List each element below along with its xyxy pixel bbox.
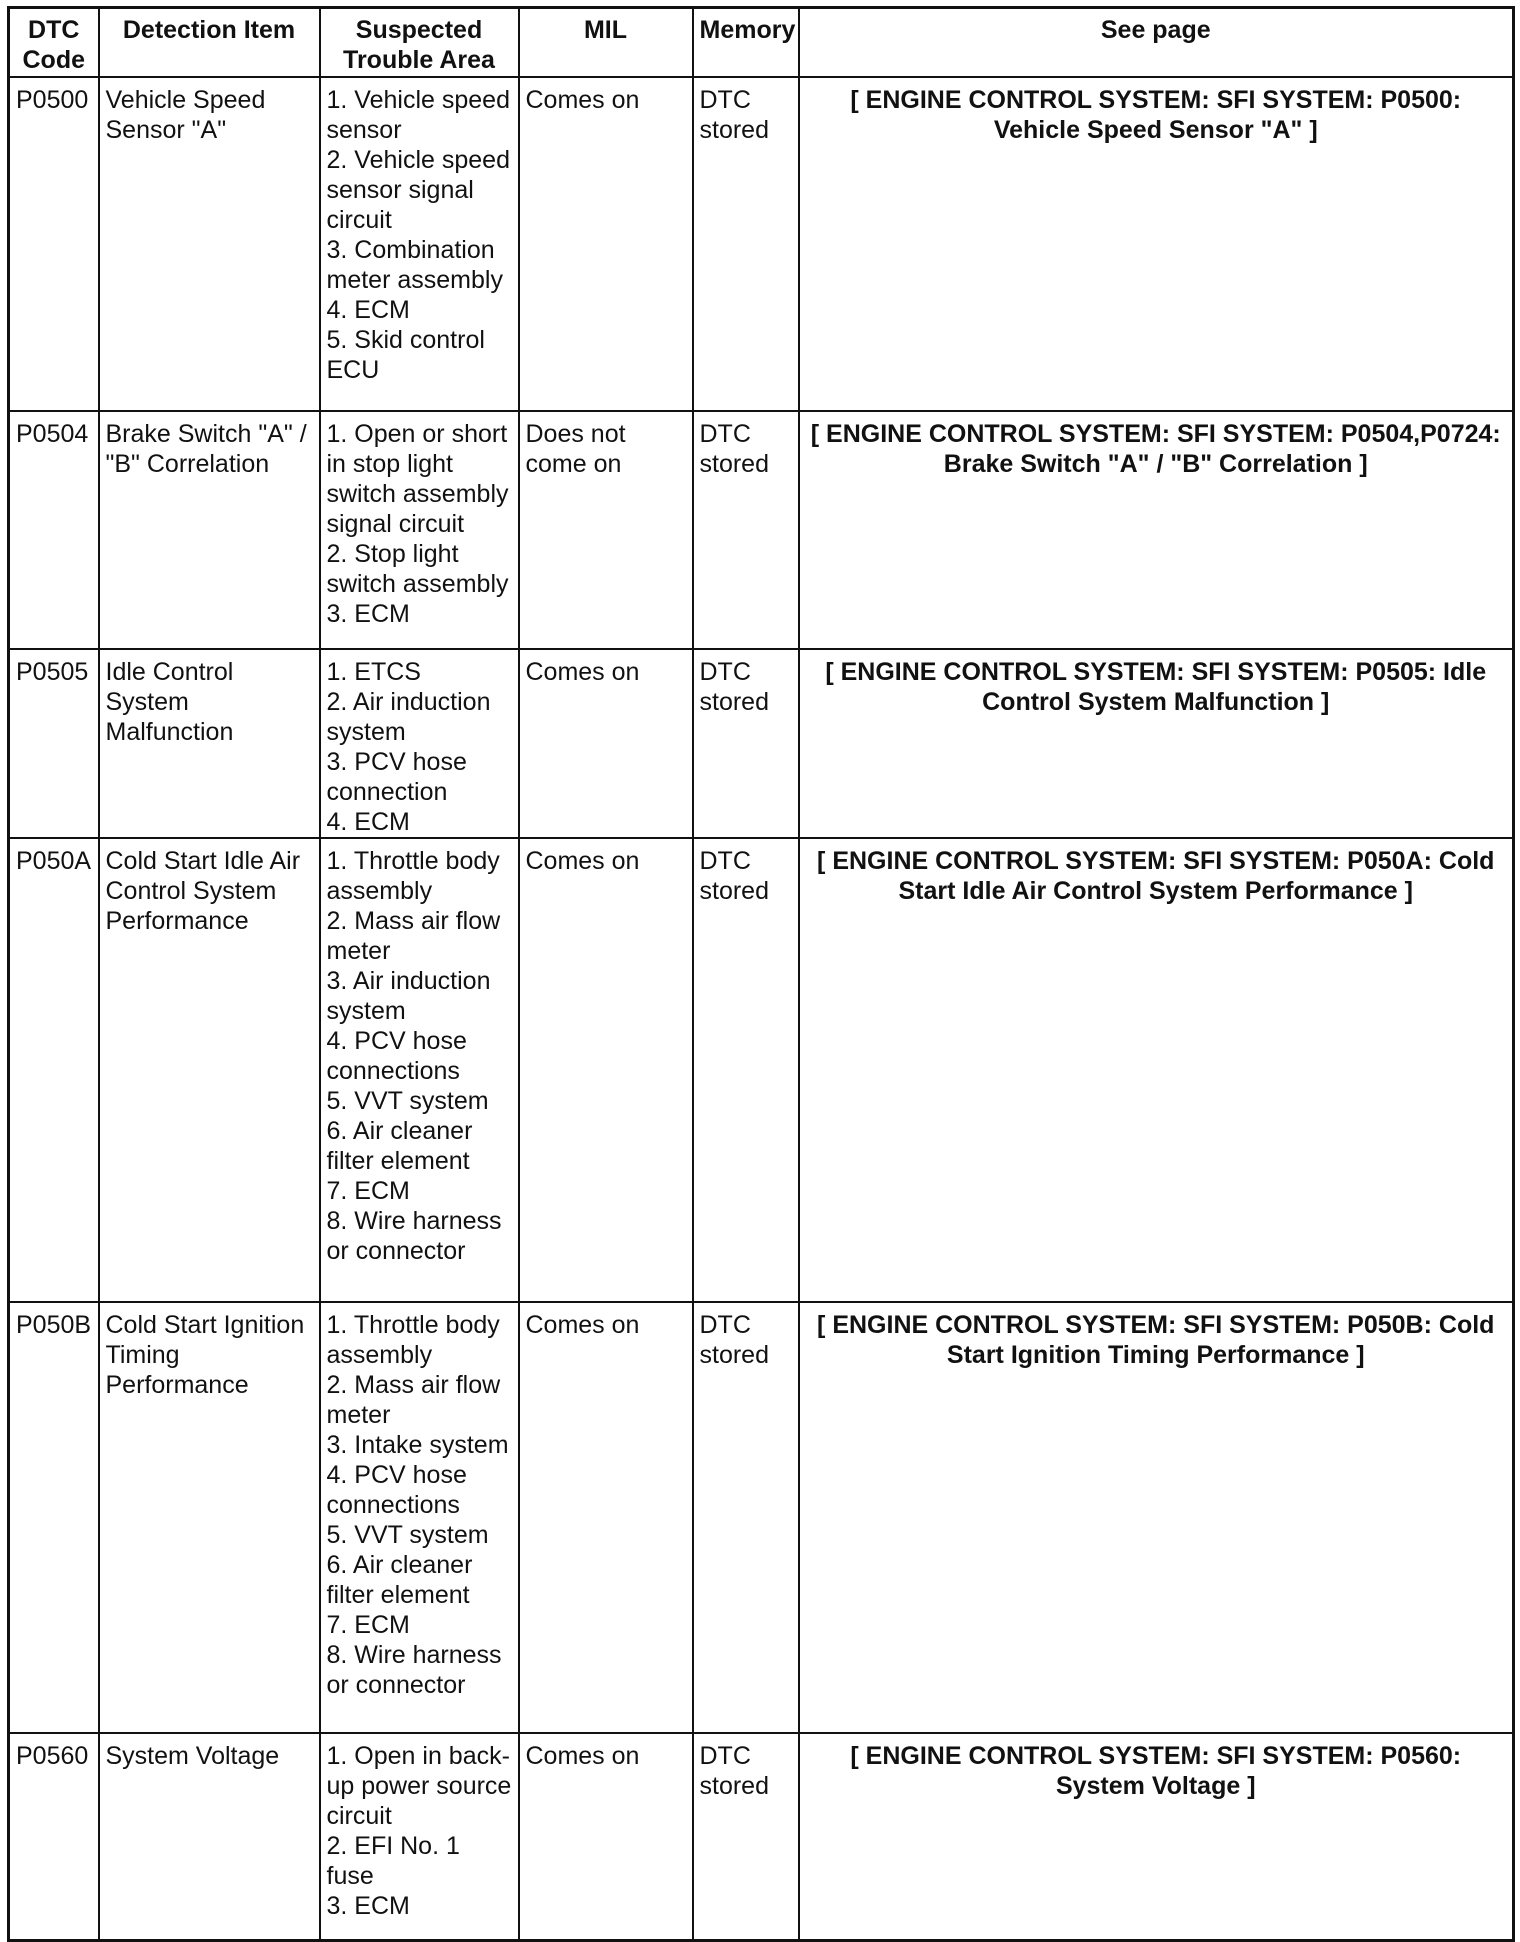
mil-cell: Comes on	[519, 1302, 693, 1733]
trouble-area-item: 7. ECM	[326, 1177, 410, 1205]
memory-cell: DTC stored	[693, 77, 799, 411]
trouble-area-item: 2. EFI No. 1 fuse	[326, 1832, 460, 1890]
detection-item-cell: System Voltage	[99, 1733, 320, 1940]
trouble-area-item: 8. Wire harness or connector	[326, 1207, 502, 1265]
trouble-area-item: 8. Wire harness or connector	[326, 1641, 502, 1699]
detection-item-cell: Cold Start Idle Air Control System Performance	[99, 838, 320, 1302]
header-row	[9, 8, 1514, 78]
trouble-area-item: 6. Air cleaner filter element	[326, 1117, 473, 1175]
header-dtc-code: DTC Code	[9, 8, 99, 78]
mil-cell: Comes on	[519, 1733, 693, 1940]
suspected-trouble-area-cell	[320, 1302, 519, 1733]
see-page-link[interactable]: [ ENGINE CONTROL SYSTEM: SFI SYSTEM: P050B: Cold Start Ignition Timing Performance ]	[799, 1302, 1514, 1733]
trouble-area-item: 5. VVT system	[326, 1521, 489, 1549]
detection-item-cell: Brake Switch "A" / "B" Correlation	[99, 411, 320, 649]
header-suspected-trouble-area: Suspected Trouble Area	[320, 8, 519, 78]
trouble-area-item: 7. ECM	[326, 1611, 410, 1639]
trouble-area-item: 4. ECM	[326, 808, 410, 836]
trouble-area-item: 5. Skid control ECU	[326, 326, 485, 384]
table-row	[9, 77, 1514, 411]
suspected-trouble-area-cell	[320, 838, 519, 1302]
trouble-area-item: 1. Open in back-up power source circuit	[326, 1742, 512, 1830]
mil-cell: Does not come on	[519, 411, 693, 649]
header-memory: Memory	[693, 8, 799, 78]
trouble-area-item: 1. Open or short in stop light switch assembly signal circuit	[326, 420, 509, 538]
table-row	[9, 649, 1514, 838]
detection-item-cell: Idle Control System Malfunction	[99, 649, 320, 838]
dtc-code-cell: P0505	[9, 649, 99, 838]
memory-cell: DTC stored	[693, 649, 799, 838]
dtc-code-cell: P0500	[9, 77, 99, 411]
trouble-area-item: 1. ETCS	[326, 658, 421, 686]
memory-cell: DTC stored	[693, 1302, 799, 1733]
trouble-area-item: 5. VVT system	[326, 1087, 489, 1115]
header-mil: MIL	[519, 8, 693, 78]
trouble-area-item: 6. Air cleaner filter element	[326, 1551, 473, 1609]
memory-cell: DTC stored	[693, 411, 799, 649]
table-row	[9, 1733, 1514, 1940]
see-page-link[interactable]: [ ENGINE CONTROL SYSTEM: SFI SYSTEM: P0500: Vehicle Speed Sensor "A" ]	[799, 77, 1514, 411]
trouble-area-item: 3. Air induction system	[326, 967, 491, 1025]
trouble-area-item: 2. Mass air flow meter	[326, 907, 501, 965]
mil-cell: Comes on	[519, 77, 693, 411]
trouble-area-item: 2. Vehicle speed sensor signal circuit	[326, 146, 510, 234]
suspected-trouble-area-cell	[320, 411, 519, 649]
suspected-trouble-area-cell	[320, 649, 519, 838]
trouble-area-item: 2. Stop light switch assembly	[326, 540, 509, 598]
trouble-area-item: 3. Combination meter assembly	[326, 236, 503, 294]
memory-cell: DTC stored	[693, 838, 799, 1302]
dtc-code-cell: P0560	[9, 1733, 99, 1940]
table-row	[9, 411, 1514, 649]
trouble-area-item: 3. Intake system	[326, 1431, 509, 1459]
suspected-trouble-area-cell	[320, 77, 519, 411]
dtc-code-cell: P050A	[9, 838, 99, 1302]
header-detection-item: Detection Item	[99, 8, 320, 78]
header-see-page: See page	[799, 8, 1514, 78]
trouble-area-item: 3. ECM	[326, 1892, 410, 1920]
table-row	[9, 838, 1514, 1302]
suspected-trouble-area-cell	[320, 1733, 519, 1940]
trouble-area-item: 4. ECM	[326, 296, 410, 324]
see-page-link[interactable]: [ ENGINE CONTROL SYSTEM: SFI SYSTEM: P0560: System Voltage ]	[799, 1733, 1514, 1940]
mil-cell: Comes on	[519, 649, 693, 838]
trouble-area-item: 1. Throttle body assembly	[326, 847, 500, 905]
trouble-area-item: 2. Air induction system	[326, 688, 491, 746]
dtc-code-cell: P050B	[9, 1302, 99, 1733]
trouble-area-item: 3. PCV hose connection	[326, 748, 467, 806]
detection-item-cell: Cold Start Ignition Timing Performance	[99, 1302, 320, 1733]
see-page-link[interactable]: [ ENGINE CONTROL SYSTEM: SFI SYSTEM: P0504,P0724: Brake Switch "A" / "B" Correlation ]	[799, 411, 1514, 649]
see-page-link[interactable]: [ ENGINE CONTROL SYSTEM: SFI SYSTEM: P050A: Cold Start Idle Air Control System Performance ]	[799, 838, 1514, 1302]
mil-cell: Comes on	[519, 838, 693, 1302]
detection-item-cell: Vehicle Speed Sensor "A"	[99, 77, 320, 411]
trouble-area-item: 4. PCV hose connections	[326, 1027, 467, 1085]
table-row	[9, 1302, 1514, 1733]
trouble-area-item: 1. Vehicle speed sensor	[326, 86, 510, 144]
dtc-table	[7, 6, 1515, 1942]
trouble-area-item: 1. Throttle body assembly	[326, 1311, 500, 1369]
trouble-area-item: 4. PCV hose connections	[326, 1461, 467, 1519]
memory-cell: DTC stored	[693, 1733, 799, 1940]
trouble-area-item: 3. ECM	[326, 600, 410, 628]
dtc-code-cell: P0504	[9, 411, 99, 649]
trouble-area-item: 2. Mass air flow meter	[326, 1371, 501, 1429]
see-page-link[interactable]: [ ENGINE CONTROL SYSTEM: SFI SYSTEM: P0505: Idle Control System Malfunction ]	[799, 649, 1514, 838]
